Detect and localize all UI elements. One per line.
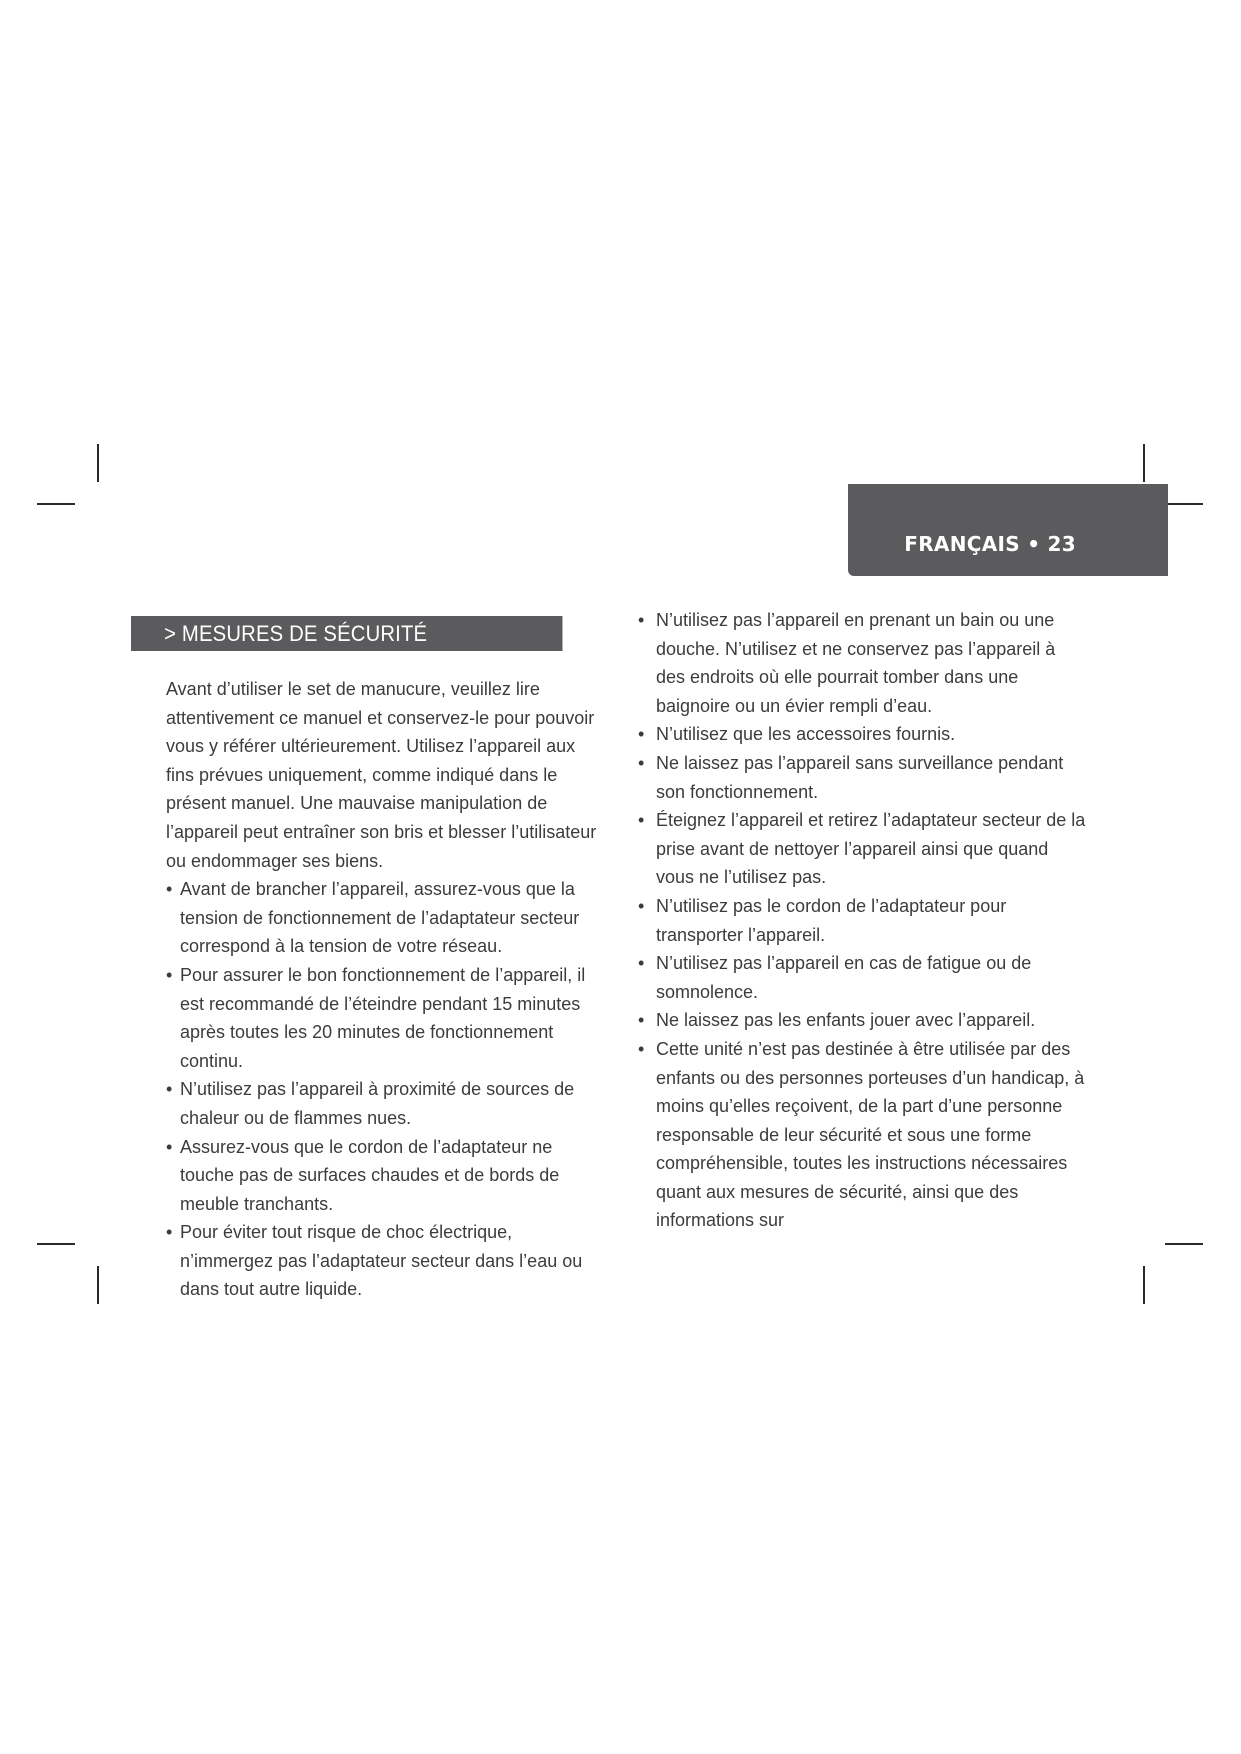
list-item (638, 1035, 1086, 1235)
bullet-icon: • (638, 610, 645, 630)
bullet-icon: • (638, 953, 645, 974)
list-item (638, 892, 1086, 949)
bullet-icon: • (638, 895, 645, 916)
crop-mark-top-left-vertical (97, 444, 99, 482)
bullet-icon: • (638, 724, 645, 745)
list-item-text: Cette unité n’est pas destinée à être utilisée par des enfants ou des personnes porteuses d’un handicap, à moins qu’elles reçoivent, de la part d’une personne responsable de leur sécurité et sous une forme compréhensible, toutes les instructions nécessaires quant aux mesures de sécurité, ainsi que des informations sur (656, 1038, 1085, 1231)
list-item (638, 806, 1086, 892)
section-title: > MESURES DE SÉCURITÉ (164, 621, 428, 646)
list-item-text: Ne laissez pas l’appareil sans surveillance pendant son fonctionnement. (656, 752, 1064, 802)
crop-mark-top-left-horizontal (37, 503, 75, 505)
intro-paragraph: Avant d’utiliser le set de manucure, veuillez lire attentivement ce manuel et conservez-le pour pouvoir vous y référer ultérieurement. Utilisez l’appareil aux fins prévues uniquement, comme indiqué dans le présent manuel. Une mauvaise manipulation de l’appareil peut entraîner son bris et blesser l’utilisateur ou endommager ses biens. (166, 679, 597, 871)
list-item-text: N’utilisez pas l’appareil à proximité de sources de chaleur ou de flammes nues. (180, 1079, 575, 1128)
list-item (166, 875, 606, 961)
language-page-label: FRANÇAIS • 23 (904, 532, 1076, 556)
section-title-bar (131, 616, 562, 651)
list-item (638, 1006, 1086, 1035)
list-item (166, 1218, 606, 1304)
left-column (166, 675, 606, 1304)
bullet-icon: • (638, 810, 645, 831)
crop-mark-bottom-left-vertical (97, 1266, 99, 1304)
list-item (166, 1133, 606, 1219)
list-item (638, 749, 1086, 806)
list-item-text: N’utilisez pas l’appareil en prenant un bain ou une douche. N’utilisez et ne conservez pas l’appareil à des endroits où elle pourrait tomber dans une baignoire ou un évier rempli d’eau. (656, 610, 1056, 716)
list-item-text: Pour éviter tout risque de choc électrique, n’immergez pas l’adaptateur secteur dans l’eau ou dans tout autre liquide. (180, 1222, 583, 1300)
crop-mark-bottom-right-vertical (1143, 1266, 1145, 1304)
language-page-tab (848, 484, 1168, 576)
list-item-text: Éteignez l’appareil et retirez l’adaptateur secteur de la prise avant de nettoyer l’appareil ainsi que quand vous ne l’utilisez pas. (656, 810, 1086, 888)
crop-mark-top-right-horizontal (1165, 503, 1203, 505)
right-bullet-list (638, 606, 1086, 1235)
crop-mark-top-right-vertical (1143, 444, 1145, 482)
bullet-icon: • (166, 1222, 173, 1243)
list-item-text: Avant de brancher l’appareil, assurez-vous que la tension de fonctionnement de l’adaptateur secteur correspond à la tension de votre réseau. (180, 879, 580, 957)
bullet-icon: • (166, 964, 173, 985)
list-item-text: Ne laissez pas les enfants jouer avec l’appareil. (656, 1010, 1036, 1031)
list-item-text: Assurez-vous que le cordon de l’adaptateur ne touche pas de surfaces chaudes et de bords de meuble tranchants. (180, 1136, 560, 1214)
list-item (166, 961, 606, 1075)
crop-mark-bottom-right-horizontal (1165, 1243, 1203, 1245)
bullet-icon: • (166, 879, 173, 900)
right-column (638, 606, 1086, 1235)
bullet-icon: • (638, 1010, 645, 1031)
list-item (638, 720, 1086, 749)
bullet-icon: • (166, 1079, 173, 1100)
left-bullet-list (166, 875, 606, 1304)
list-item (638, 949, 1086, 1006)
list-item (638, 606, 1086, 720)
list-item-text: N’utilisez que les accessoires fournis. (656, 724, 956, 745)
bullet-icon: • (166, 1136, 173, 1157)
list-item-text: N’utilisez pas l’appareil en cas de fatigue ou de somnolence. (656, 953, 1032, 1002)
list-item-text: Pour assurer le bon fonctionnement de l’appareil, il est recommandé de l’éteindre pendant 15 minutes après toutes les 20 minutes de fonctionnement continu. (180, 964, 586, 1071)
bullet-icon: • (638, 1038, 645, 1059)
bullet-icon: • (638, 752, 645, 773)
list-item (166, 1075, 606, 1132)
list-item-text: N’utilisez pas le cordon de l’adaptateur pour transporter l’appareil. (656, 895, 1007, 945)
crop-mark-bottom-left-horizontal (37, 1243, 75, 1245)
